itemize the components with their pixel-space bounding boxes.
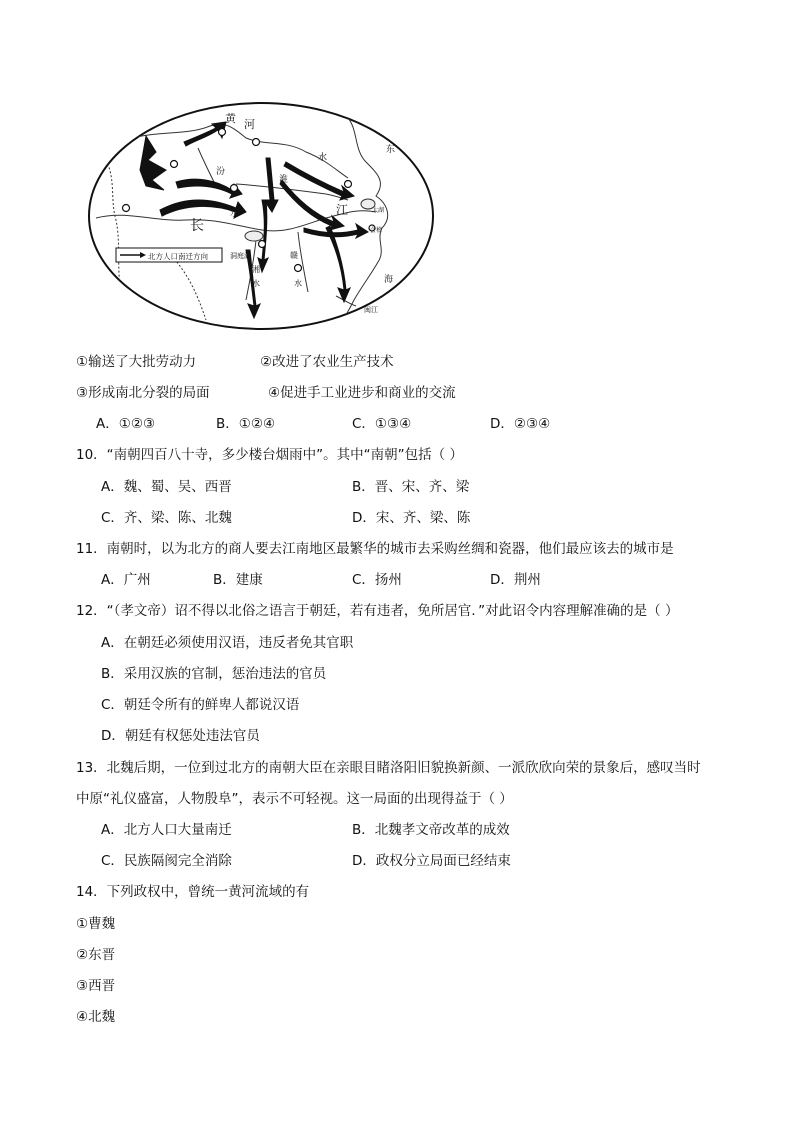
q10-option-a[interactable]: A．魏、蜀、吴、西晋 <box>101 479 232 495</box>
map-label-chang: 长 <box>190 218 204 234</box>
q13-option-d[interactable]: D．政权分立局面已经结束 <box>352 853 511 869</box>
q13-stem-line-2: 中原“礼仪盛富，人物殷阜”，表示不可轻视。这一局面的出现得益于（ ） <box>76 791 513 807</box>
q14-item-4: ④北魏 <box>76 1009 116 1025</box>
q14-stem: 14．下列政权中，曾统一黄河流域的有 <box>76 884 310 900</box>
q9-option-c[interactable]: C．①③④ <box>352 416 412 432</box>
map-label-shui-3: 水 <box>252 279 260 288</box>
legend-label: 北方人口南迁方向 <box>148 252 208 261</box>
q11-option-d[interactable]: D．荆州 <box>490 572 541 588</box>
q12-option-a[interactable]: A．在朝廷必须使用汉语，违反者免其官职 <box>101 635 354 651</box>
map-label-minjiang: 闽江 <box>364 306 378 314</box>
map-label-shui-2: 水 <box>230 209 240 219</box>
map-label-jiang: 江 <box>336 203 349 217</box>
q11-option-a[interactable]: A．广州 <box>101 572 151 588</box>
map-label-shui-1: 水 <box>318 153 328 163</box>
q14-item-3: ③西晋 <box>76 978 116 994</box>
q13-option-a[interactable]: A．北方人口大量南迁 <box>101 822 232 838</box>
q12-option-d[interactable]: D．朝廷有权惩处违法官员 <box>101 728 260 744</box>
q9-option-b[interactable]: B．①②④ <box>216 416 276 432</box>
q10-option-c[interactable]: C．齐、梁、陈、北魏 <box>101 510 232 526</box>
q14-item-2: ②东晋 <box>76 947 116 963</box>
q11-stem: 11．南朝时，以为北方的商人要去江南地区最繁华的城市去采购丝绸和瓷器，他们最应该去的城市是 <box>76 541 674 557</box>
map-label-dong: 东 <box>386 145 396 155</box>
map-label-huai: 淮 <box>279 175 289 185</box>
map-label-shui-4: 水 <box>294 279 302 288</box>
q14-item-1: ①曹魏 <box>76 916 116 932</box>
q13-option-c[interactable]: C．民族隔阂完全消除 <box>101 853 232 869</box>
migration-map <box>86 100 436 332</box>
map-label-kuaiji: 会稽 <box>370 227 383 234</box>
q9-item-2: ②改进了农业生产技术 <box>260 354 394 370</box>
q9-item-4: ④促进手工业进步和商业的交流 <box>268 385 456 401</box>
map-label-huanghe-1: 黄 <box>225 112 236 125</box>
q9-item-1: ①输送了大批劳动力 <box>76 354 197 370</box>
q12-option-c[interactable]: C．朝廷令所有的鲜卑人都说汉语 <box>101 697 300 713</box>
q9-item-3: ③形成南北分裂的局面 <box>76 385 210 401</box>
q9-option-d[interactable]: D．②③④ <box>490 416 551 432</box>
q11-option-b[interactable]: B．建康 <box>213 572 263 588</box>
q11-option-c[interactable]: C．扬州 <box>352 572 402 588</box>
q10-option-d[interactable]: D．宋、齐、梁、陈 <box>352 510 471 526</box>
q12-stem: 12．“（孝文帝）诏不得以北俗之语言于朝廷，若有违者，免所居官．”对此诏令内容理解准确的是（ ） <box>76 603 679 619</box>
map-legend <box>116 248 222 262</box>
q12-option-b[interactable]: B．采用汉族的官制，惩治违法的官员 <box>101 666 327 682</box>
map-label-gan: 赣 <box>290 251 298 260</box>
map-label-hai: 海 <box>384 275 394 285</box>
q10-stem: 10．“南朝四百八十寺，多少楼台烟雨中”。其中“南朝”包括（ ） <box>76 447 463 463</box>
q10-option-b[interactable]: B．晋、宋、齐、梁 <box>352 479 470 495</box>
q9-option-a[interactable]: A．①②③ <box>96 416 156 432</box>
map-label-dongtinghu: 洞庭湖 <box>230 252 251 260</box>
map-label-xiang: 湘 <box>252 265 260 274</box>
map-label-taihu: 太湖 <box>372 207 385 214</box>
q13-stem-line-1: 13．北魏后期，一位到过北方的南朝大臣在亲眼目睹洛阳旧貌换新颜、一派欣欣向荣的景象后，感叹当时 <box>76 760 701 776</box>
q13-option-b[interactable]: B．北魏孝文帝改革的成效 <box>352 822 510 838</box>
map-label-fen: 汾 <box>216 167 226 177</box>
map-label-huanghe-2: 河 <box>244 118 255 131</box>
